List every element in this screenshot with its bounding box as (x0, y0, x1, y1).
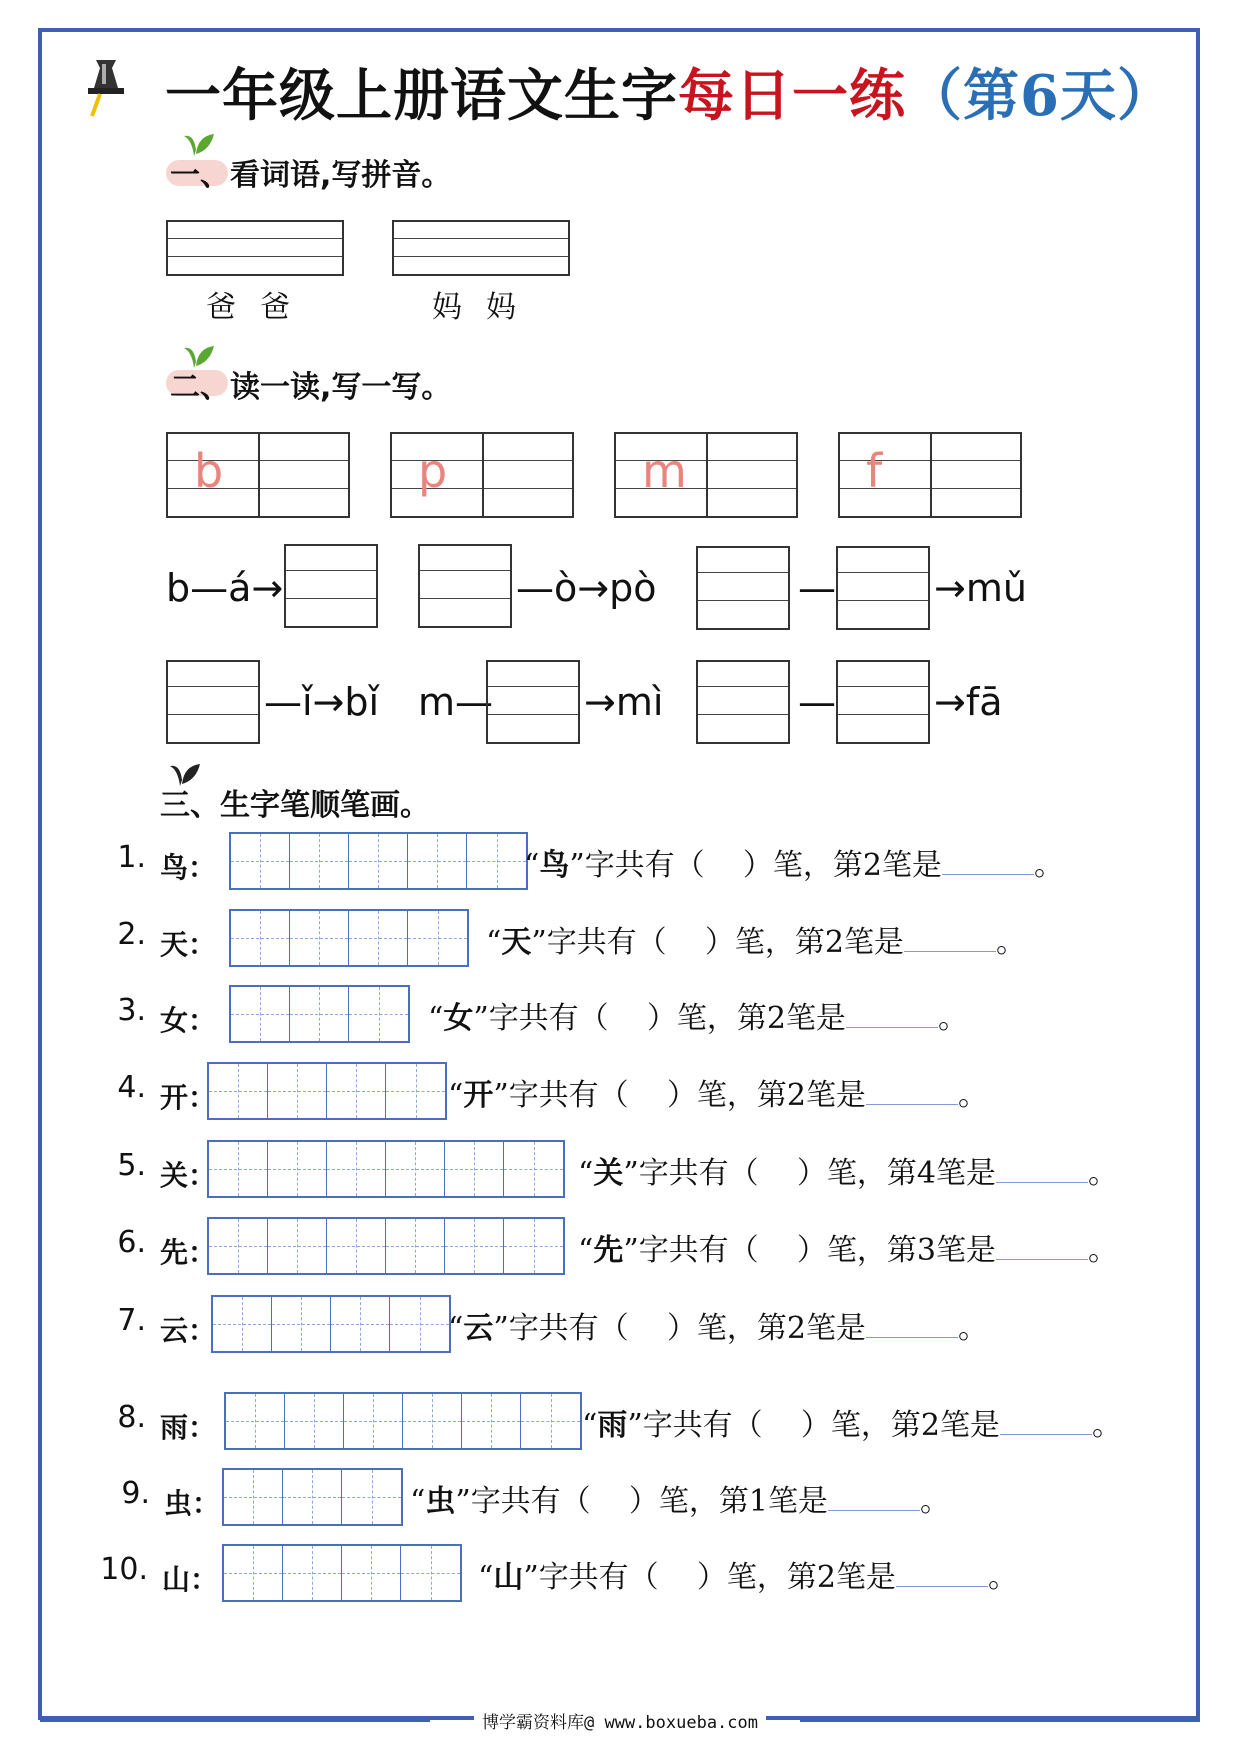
item-number: 3. (117, 993, 146, 1028)
letter-writing-box[interactable]: m (614, 432, 798, 518)
pinyin-text: →mǔ (934, 566, 1027, 610)
answer-blank[interactable] (828, 1484, 920, 1511)
grid-cell[interactable] (231, 834, 290, 888)
pinyin-answer-box[interactable] (696, 660, 790, 744)
item-character: 山： (162, 1563, 219, 1596)
grid-cell[interactable] (268, 1219, 327, 1273)
grid-cell[interactable] (386, 1064, 445, 1118)
answer-blank[interactable] (996, 1156, 1088, 1183)
grid-cell[interactable] (327, 1219, 386, 1273)
stroke-writing-grid[interactable] (211, 1295, 451, 1353)
item-number: 9. (121, 1476, 150, 1511)
grid-cell[interactable] (209, 1142, 268, 1196)
item-character: 开： (160, 1081, 217, 1114)
pushpin-icon (82, 58, 128, 118)
answer-blank[interactable] (896, 1560, 988, 1587)
item-number: 10. (100, 1552, 148, 1587)
grid-cell[interactable] (349, 834, 408, 888)
item-number: 2. (117, 917, 146, 952)
stroke-question: “虫”字共有（ ）笔，第1笔是 。 (410, 1484, 950, 1519)
pinyin-text: —ǐ→bǐ (264, 680, 380, 724)
item-number: 4. (117, 1070, 146, 1105)
stroke-writing-grid[interactable] (229, 832, 528, 890)
grid-cell[interactable] (268, 1142, 327, 1196)
grid-cell[interactable] (386, 1142, 445, 1196)
grid-cell[interactable] (231, 987, 290, 1041)
grid-cell[interactable] (224, 1546, 283, 1600)
grid-cell[interactable] (224, 1470, 283, 1524)
pinyin-box[interactable] (392, 220, 570, 276)
grid-cell[interactable] (290, 911, 349, 965)
pinyin-box[interactable] (166, 220, 344, 276)
item-character: 关： (160, 1159, 217, 1192)
grid-cell[interactable] (401, 1546, 460, 1600)
grid-cell[interactable] (504, 1142, 563, 1196)
section1-heading: 一、看词语,写拼音。 (170, 158, 452, 193)
grid-cell[interactable] (504, 1219, 563, 1273)
stroke-question: “鸟”字共有（ ）笔，第2笔是 。 (524, 848, 1064, 883)
stroke-question: “山”字共有（ ）笔，第2笔是 。 (478, 1560, 1018, 1595)
grid-cell[interactable] (408, 911, 467, 965)
stroke-writing-grid[interactable] (229, 985, 410, 1043)
grid-cell[interactable] (386, 1219, 445, 1273)
grid-cell[interactable] (445, 1219, 504, 1273)
grid-cell[interactable] (226, 1394, 285, 1448)
grid-cell[interactable] (462, 1394, 521, 1448)
word-mama: 妈妈 (432, 290, 540, 325)
pinyin-text: →fā (934, 680, 1003, 724)
grid-cell[interactable] (290, 834, 349, 888)
stroke-question: “先”字共有（ ）笔，第3笔是 。 (578, 1233, 1118, 1268)
item-character: 虫： (164, 1487, 221, 1520)
grid-cell[interactable] (272, 1297, 331, 1351)
footer: 博学霸资料库@ www.boxueba.com (0, 1708, 1240, 1733)
grid-cell[interactable] (283, 1546, 342, 1600)
answer-blank[interactable] (904, 925, 996, 952)
letter-writing-box[interactable]: f (838, 432, 1022, 518)
letter-writing-box[interactable]: b (166, 432, 350, 518)
item-number: 6. (117, 1225, 146, 1260)
pinyin-text: — (798, 680, 836, 724)
stroke-question: “开”字共有（ ）笔，第2笔是 。 (448, 1078, 988, 1113)
grid-cell[interactable] (209, 1219, 268, 1273)
answer-blank[interactable] (866, 1311, 958, 1338)
pinyin-answer-box[interactable] (486, 660, 580, 744)
answer-blank[interactable] (996, 1233, 1088, 1260)
grid-cell[interactable] (327, 1142, 386, 1196)
page-title: 一年级上册语文生字每日一练（第6天） (165, 63, 1174, 129)
stroke-question: “天”字共有（ ）笔，第2笔是 。 (486, 925, 1026, 960)
pinyin-answer-box[interactable] (418, 544, 512, 628)
grid-cell[interactable] (209, 1064, 268, 1118)
pinyin-answer-box[interactable] (836, 546, 930, 630)
pinyin-answer-box[interactable] (166, 660, 260, 744)
grid-cell[interactable] (349, 911, 408, 965)
grid-cell[interactable] (342, 1546, 401, 1600)
stroke-question: “女”字共有（ ）笔，第2笔是 。 (428, 1001, 968, 1036)
pinyin-text: b—á→ (166, 566, 284, 610)
answer-blank[interactable] (866, 1078, 958, 1105)
item-character: 先： (160, 1236, 217, 1269)
answer-blank[interactable] (846, 1001, 938, 1028)
grid-cell[interactable] (342, 1470, 401, 1524)
grid-cell[interactable] (290, 987, 349, 1041)
answer-blank[interactable] (1000, 1408, 1092, 1435)
grid-cell[interactable] (344, 1394, 403, 1448)
section3-heading: 三、生字笔顺笔画。 (160, 788, 430, 823)
item-character: 雨： (160, 1411, 217, 1444)
grid-cell[interactable] (408, 834, 467, 888)
pinyin-text: m— (418, 680, 494, 724)
pinyin-answer-box[interactable] (696, 546, 790, 630)
item-number: 5. (117, 1148, 146, 1183)
grid-cell[interactable] (268, 1064, 327, 1118)
grid-cell[interactable] (521, 1394, 580, 1448)
item-character: 云： (160, 1314, 217, 1347)
stroke-question: “雨”字共有（ ）笔，第2笔是 。 (582, 1408, 1122, 1443)
grid-cell[interactable] (390, 1297, 449, 1351)
pinyin-answer-box[interactable] (836, 660, 930, 744)
item-number: 7. (117, 1303, 146, 1338)
stroke-writing-grid[interactable] (207, 1217, 565, 1275)
grid-cell[interactable] (403, 1394, 462, 1448)
pinyin-text: — (798, 566, 836, 610)
stroke-writing-grid[interactable] (222, 1544, 462, 1602)
item-character: 女： (160, 1004, 217, 1037)
pinyin-answer-box[interactable] (284, 544, 378, 628)
item-character: 天： (160, 928, 217, 961)
item-number: 1. (117, 840, 146, 875)
pinyin-text: →mì (584, 680, 664, 724)
pinyin-text: —ò→pò (516, 566, 657, 610)
stroke-question: “关”字共有（ ）笔，第4笔是 。 (578, 1156, 1118, 1191)
grid-cell[interactable] (331, 1297, 390, 1351)
letter-writing-box[interactable]: p (390, 432, 574, 518)
answer-blank[interactable] (942, 848, 1034, 875)
grid-cell[interactable] (213, 1297, 272, 1351)
grid-cell[interactable] (467, 834, 526, 888)
stroke-writing-grid[interactable] (224, 1392, 582, 1450)
grid-cell[interactable] (231, 911, 290, 965)
grid-cell[interactable] (285, 1394, 344, 1448)
stroke-writing-grid[interactable] (222, 1468, 403, 1526)
stroke-question: “云”字共有（ ）笔，第2笔是 。 (448, 1311, 988, 1346)
stroke-writing-grid[interactable] (207, 1062, 447, 1120)
grid-cell[interactable] (327, 1064, 386, 1118)
grid-cell[interactable] (349, 987, 408, 1041)
word-baba: 爸爸 (206, 290, 314, 325)
grid-cell[interactable] (283, 1470, 342, 1524)
item-character: 鸟： (160, 851, 217, 884)
stroke-writing-grid[interactable] (229, 909, 469, 967)
section2-heading: 二、读一读,写一写。 (170, 370, 452, 405)
stroke-writing-grid[interactable] (207, 1140, 565, 1198)
item-number: 8. (117, 1400, 146, 1435)
grid-cell[interactable] (445, 1142, 504, 1196)
